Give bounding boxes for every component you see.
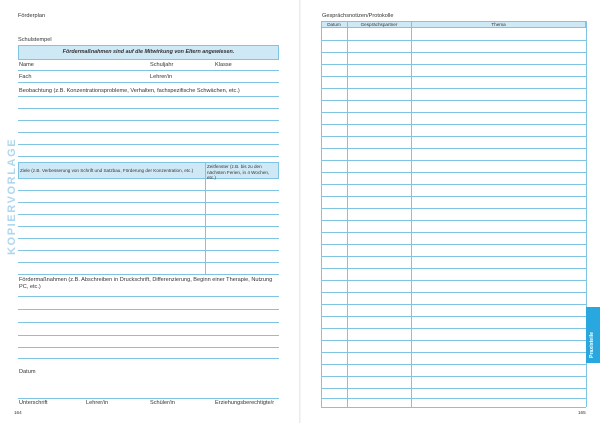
observation-line xyxy=(18,156,279,157)
measures-line xyxy=(18,309,279,310)
table-row-line xyxy=(321,256,586,257)
goals-line xyxy=(18,202,279,203)
student-signature-label: Schüler/in xyxy=(150,400,175,406)
table-row-line xyxy=(321,172,586,173)
table-row-line xyxy=(321,196,586,197)
teacher-label: Lehrer/in xyxy=(150,74,173,80)
side-tab-label: Praxisteile xyxy=(589,332,595,358)
table-row-line xyxy=(321,376,586,377)
copy-template-watermark: KOPIERVORLAGE xyxy=(6,137,18,255)
table-row-line xyxy=(321,292,586,293)
subject-label: Fach xyxy=(19,74,32,80)
observation-line xyxy=(18,120,279,121)
goals-line xyxy=(18,226,279,227)
table-row-line xyxy=(321,112,586,113)
table-row-line xyxy=(321,88,586,89)
teacher-signature-label: Lehrer/in xyxy=(86,400,109,406)
page-title-left: Förderplan xyxy=(18,13,46,19)
goals-line xyxy=(18,214,279,215)
column-header-date: Datum xyxy=(327,21,341,27)
table-row-line xyxy=(321,268,586,269)
signature-line xyxy=(18,398,279,399)
name-line xyxy=(18,70,279,71)
notice-text: Fördermaßnahmen sind auf die Mitwirkung von Eltern angewiesen. xyxy=(62,49,235,55)
class-label: Klasse xyxy=(215,62,232,68)
goals-line xyxy=(18,250,279,251)
table-row-line xyxy=(321,160,586,161)
table-row-line xyxy=(321,316,586,317)
observation-label: Beobachtung (z.B. Konzentrationsprobleme, Verhalten, fachspezifische Schwächen, etc.) xyxy=(19,88,240,94)
measures-line xyxy=(18,322,279,323)
table-row-line xyxy=(321,64,586,65)
table-border-left xyxy=(321,21,322,407)
timeframe-label: Zeitfenster (z.B. bis zu den nächsten Ferien, in 4 Wochen, etc.) xyxy=(207,164,270,181)
table-row-line xyxy=(321,352,586,353)
table-row-line xyxy=(321,244,586,245)
table-row-line xyxy=(321,220,586,221)
goals-line xyxy=(18,274,279,275)
table-row-line xyxy=(321,364,586,365)
table-row-line xyxy=(321,100,586,101)
goals-line xyxy=(18,262,279,263)
signature-label: Unterschrift xyxy=(19,400,48,406)
column-header-partner: Gesprächspartner xyxy=(360,21,398,27)
page-number-left: 164 xyxy=(14,410,22,415)
section-side-tab xyxy=(586,307,600,363)
table-bottom-border xyxy=(321,407,586,408)
table-row-line xyxy=(321,208,586,209)
table-row-line xyxy=(321,136,586,137)
table-row-line xyxy=(321,388,586,389)
measures-label: Fördermaßnahmen (z.B. Abschreiben in Druckschrift, Differenzierung, Beginn einer Therapie, Nutzung PC, etc.) xyxy=(19,277,273,290)
table-row-line xyxy=(321,328,586,329)
table-row-line xyxy=(321,124,586,125)
table-row-line xyxy=(321,280,586,281)
table-row-line xyxy=(321,340,586,341)
school-stamp-label: Schulstempel xyxy=(18,37,52,43)
table-row-line xyxy=(321,76,586,77)
page-fold xyxy=(299,0,301,423)
observation-line xyxy=(18,108,279,109)
goals-label: Ziele (z.B. Verbesserung von Schrift und Satzbau, Förderung der Konzentration, etc.) xyxy=(20,168,194,173)
observation-line xyxy=(18,144,279,145)
table-row-line xyxy=(321,232,586,233)
goals-line xyxy=(18,190,279,191)
table-row-line xyxy=(321,304,586,305)
table-row-line xyxy=(321,148,586,149)
table-row-line xyxy=(321,52,586,53)
page-title-right: Gesprächsnotizen/Protokolle xyxy=(322,13,394,19)
page-number-right: 165 xyxy=(578,410,586,415)
column-header-topic: Thema xyxy=(491,21,506,27)
goals-divider xyxy=(205,162,206,274)
table-row-line xyxy=(321,40,586,41)
goals-line xyxy=(18,238,279,239)
subject-line xyxy=(18,82,279,83)
table-row-line xyxy=(321,398,586,399)
measures-line xyxy=(18,358,279,359)
measures-line xyxy=(18,296,279,297)
measures-line xyxy=(18,347,279,348)
table-row-line xyxy=(321,184,586,185)
guardian-signature-label: Erziehungsberechtigte/r xyxy=(215,400,275,406)
measures-line xyxy=(18,335,279,336)
observation-line xyxy=(18,96,279,97)
observation-line xyxy=(18,132,279,133)
column-divider-date xyxy=(347,21,348,407)
column-divider-partner xyxy=(411,21,412,407)
school-year-label: Schuljahr xyxy=(150,62,174,68)
name-label: Name xyxy=(19,62,34,68)
date-label: Datum xyxy=(19,369,36,375)
